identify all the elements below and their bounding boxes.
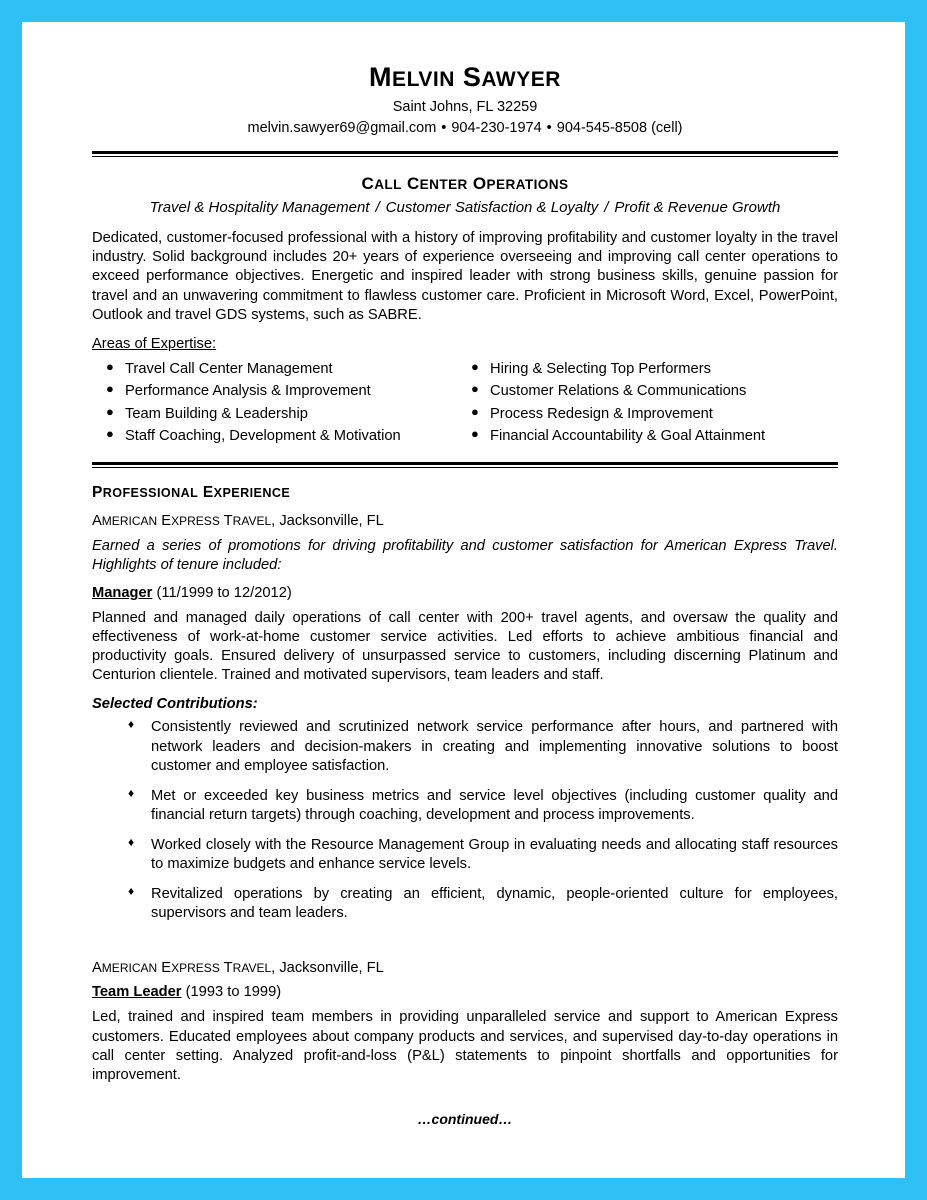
dot-bullet-icon: ● — [106, 426, 114, 442]
expertise-left-column — [92, 358, 457, 448]
list-item — [92, 885, 838, 923]
list-item — [92, 836, 838, 874]
contribution-text: Consistently reviewed and scrutinized network service performance after hours, and partnered with network leaders and decision-makers in creating and implementing innovative solutions to boost customer and employee satisfaction. — [151, 719, 838, 774]
diamond-bullet-icon: ♦ — [128, 785, 135, 800]
continued-footer: …continued… — [417, 1110, 513, 1127]
focus-separator-2: / — [604, 199, 609, 217]
summary-paragraph: Dedicated, customer-focused professional with a history of improving profitability and customer loyalty in the travel industry. Solid background includes 20+ years of experience overseeing and improving call center operations to exceed performance objectives. Energetic and inspired leader with strong business skills, genuine passion for travel and an unwavering commitment to flawless customer care. Proficient in Microsoft Word, Excel, PowerPoint, Outlook and travel GDS systems, such as SABRE. — [92, 230, 838, 323]
list-item — [92, 718, 838, 775]
expertise-item-label: Team Building & Leadership — [125, 405, 308, 422]
job-description: Led, trained and inspired team members in providing unparalleled service and support to American Express customers. Educated employees about company products and services, and supervised day-to-day operations in call center setting. Analyzed profit-and-loss (P&L) statements to pinpoint shortfalls and opportunities for improvement. — [92, 1009, 838, 1083]
focus-item-3: Profit & Revenue Growth — [614, 199, 781, 217]
areas-of-expertise-heading: Areas of Expertise: — [92, 335, 217, 352]
list-item — [92, 403, 457, 425]
expertise-list-right — [457, 358, 838, 448]
dot-bullet-icon: ● — [471, 426, 479, 442]
target-focus-line — [92, 199, 838, 216]
job-intro: Earned a series of promotions for driving profitability and customer satisfaction for American Express Travel. Highlights of tenure included: — [92, 537, 838, 573]
cell-text: 904-545-8508 (cell) — [556, 120, 683, 137]
list-item — [92, 380, 457, 402]
role-line — [92, 984, 838, 1000]
employer-location: , Jacksonville, FL — [271, 960, 384, 977]
employer-location: , Jacksonville, FL — [271, 512, 384, 529]
employer-line — [92, 960, 838, 976]
contribution-text: Revitalized operations by creating an efficient, dynamic, people-oriented culture for employees, supervisors and team leaders. — [151, 886, 838, 922]
dot-bullet-icon: ● — [106, 358, 114, 374]
contact-separator-2: • — [546, 120, 552, 137]
diamond-bullet-icon: ♦ — [128, 834, 135, 849]
expertise-list-left — [92, 358, 457, 448]
expertise-right-column — [457, 358, 838, 448]
areas-of-expertise-columns — [92, 358, 838, 448]
job-description: Planned and managed daily operations of call center with 200+ travel agents, and oversaw the quality and effectiveness of work-at-home customer service activities. Led efforts to achieve ambitious financial and productivity goals. Ensured delivery of unsurpassed service to customers, including discerning Platinum and Centurion clientele. Trained and motivated supervisors, team leaders and staff. — [92, 609, 838, 684]
resume-content — [92, 62, 838, 1127]
focus-item-1: Travel & Hospitality Management — [149, 199, 370, 217]
contribution-text: Worked closely with the Resource Management Group in evaluating needs and allocating staff resources to maximize budgets and enhance service levels. — [151, 836, 838, 873]
employer-name: AMERICAN EXPRESS TRAVEL — [92, 512, 272, 529]
candidate-location: Saint Johns, FL 32259 — [392, 99, 538, 116]
job-title: Team Leader — [92, 984, 182, 1001]
diamond-bullet-icon: ♦ — [128, 884, 135, 899]
target-title: CALL CENTER OPERATIONS — [361, 174, 569, 194]
list-item — [92, 425, 457, 447]
experience-divider-rule — [92, 462, 838, 468]
dot-bullet-icon: ● — [471, 381, 479, 397]
job-dates: (1993 to 1999) — [185, 984, 282, 1001]
dot-bullet-icon: ● — [106, 381, 114, 397]
job-spacer — [92, 934, 838, 960]
expertise-item-label: Travel Call Center Management — [125, 360, 333, 377]
list-item — [92, 787, 838, 825]
phone-text: 904-230-1974 — [451, 120, 542, 137]
focus-item-2: Customer Satisfaction & Loyalty — [385, 199, 599, 217]
list-item — [457, 380, 838, 402]
contributions-list — [92, 718, 838, 923]
list-item — [457, 425, 838, 447]
expertise-item-label: Hiring & Selecting Top Performers — [490, 360, 711, 377]
list-item — [457, 403, 838, 425]
list-item — [92, 358, 457, 380]
employer-name: AMERICAN EXPRESS TRAVEL — [92, 960, 272, 977]
list-item — [457, 358, 838, 380]
expertise-item-label: Staff Coaching, Development & Motivation — [125, 428, 401, 445]
dot-bullet-icon: ● — [471, 358, 479, 374]
job-title: Manager — [92, 584, 153, 601]
dot-bullet-icon: ● — [471, 403, 479, 419]
expertise-item-label: Financial Accountability & Goal Attainment — [490, 428, 766, 445]
dot-bullet-icon: ● — [106, 403, 114, 419]
contribution-text: Met or exceeded key business metrics and service level objectives (including customer quality and financial return targets) through coaching, development and process improvements. — [151, 787, 838, 823]
job-dates: (11/1999 to 12/2012) — [156, 584, 292, 601]
contact-separator-1: • — [441, 120, 447, 137]
selected-contributions-heading: Selected Contributions: — [92, 696, 258, 713]
expertise-item-label: Customer Relations & Communications — [490, 383, 747, 400]
focus-separator-1: / — [375, 199, 380, 217]
expertise-item-label: Performance Analysis & Improvement — [125, 383, 371, 400]
expertise-item-label: Process Redesign & Improvement — [490, 405, 713, 422]
header-divider-rule — [92, 151, 838, 157]
contact-line — [92, 118, 838, 139]
role-line — [92, 585, 838, 601]
employer-line — [92, 513, 838, 529]
professional-experience-heading: PROFESSIONAL EXPERIENCE — [92, 483, 291, 501]
email-text: melvin.sawyer69@gmail.com — [247, 120, 437, 137]
diamond-bullet-icon: ♦ — [128, 717, 135, 732]
resume-page — [22, 22, 905, 1178]
candidate-name: MELVIN SAWYER — [369, 62, 561, 92]
